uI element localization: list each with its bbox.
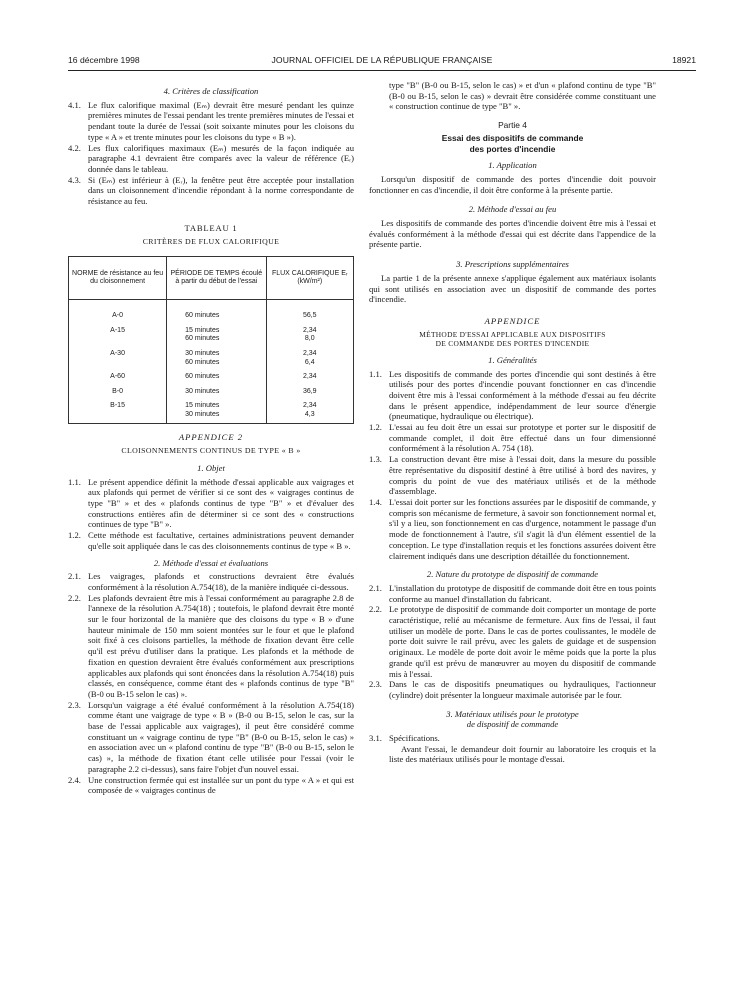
- list-item: 3.1. Spécifications.: [369, 733, 440, 744]
- appendix-2-title: APPENDICE 2: [178, 432, 244, 443]
- list-item: 2.1. L'installation du prototype de dispositif de commande doit être en tous points conforme au manuel d'installation du fabricant.: [369, 582, 656, 604]
- list-item: 1.1. Le présent appendice définit la méthode d'essai applicable aux vaigrages et aux plafonds qui permet de vérifier si ce sont des « vaigrages continus de type "B" » et des « plafonds continus de type "B" » et d'évaluer des constructions entières afin de déterminer si ce sont des « constructions continues de type "B" ».: [68, 476, 354, 530]
- left-column: [68, 80, 354, 796]
- section-4-title: 4. Critères de classification: [163, 86, 259, 96]
- materiaux-text: Avant l'essai, le demandeur doit fournir au laboratoire les croquis et la liste des matériaux utilisés pour le montage d'essai.: [389, 743, 656, 765]
- table-title: TABLEAU 1: [184, 222, 238, 233]
- periode-column: 60 minutes 15 minutes 60 minutes 30 minutes 60 minutes 60 minutes 30 minutes 15 minutes 30 minutes: [167, 300, 266, 424]
- list-item: 2.2. Le prototype de dispositif de commande doit comporter un montage de porte caractéristique, relié au mécanisme de fermeture. Aux fins de l'essai, il faut utiliser un modèle de porte. Dans le cas de portes coulissantes, le modèle de porte doit suivre le rail prévu, avec les galets de guidage et de suspension originaux. Le modèle de porte doit avoir le même poids que la porte la plus grande qu'il est prévu de manœuvrer au moyen du dispositif de commande mis à l'essai.: [369, 604, 656, 679]
- list-item: 2.4. Une construction fermée qui est installée sur un pont du type « A » et qui est composée de « vaigrages continus de: [68, 774, 354, 796]
- list-item: 4.3. Si (Eₘ) est inférieur à (Eᵣ), la fenêtre peut être acceptée pour installation dans un cloisonnement d'incendie répondant à la norme correspondante de résistance au feu.: [68, 174, 354, 207]
- heat-flux-table: [68, 256, 354, 424]
- nature-list: [369, 583, 656, 701]
- table-header-norme: NORME de résistance au feu du cloisonnement: [69, 257, 167, 300]
- prescriptions-text: La partie 1 de la présente annexe s'applique également aux matériaux isolants qui sont utilisés en association avec un dispositif de commande des portes d'incendie.: [369, 272, 656, 305]
- list-item: 2.2. Les plafonds devraient être mis à l'essai conformément au paragraphe 2.8 de l'annexe de la résolution A.754(18) ; toutefois, le plafond devrait être monté sur le four horizontal de la manière que des cloisons du type « B » d'une hauteur minimale de 150 mm soient montées sur le four et que le plafond soit fixé à ces cloisons partielles, la méthode de fixation devant être celle qu'il est prévu d'utiliser dans la pratique. Les plafonds et la méthode de fixation en question devraient être évalués conformément aux prescriptions applicables aux plafonds qui sont énoncées dans la résolution A.754(18) puis classés, en conséquence, comme étant des « plafonds continus de type "B" (B-0 ou B-15 selon le cas) ».: [68, 592, 354, 699]
- page-header: [68, 55, 696, 69]
- methode-title: 2. Méthode d'essai et évaluations: [153, 557, 269, 568]
- nature-title: 2. Nature du prototype de dispositif de commande: [426, 569, 599, 580]
- generalites-list: [369, 369, 656, 562]
- flux-column: 56,5 2,34 8,0 2,34 6,4 2,34 36,9 2,34 4,3: [266, 300, 353, 424]
- list-item: 2.3. Dans le cas de dispositifs pneumatiques ou hydrauliques, l'actionneur (cylindre) doit présenter la longueur maximale autorisée par le four.: [369, 679, 656, 700]
- table-row: [69, 300, 354, 424]
- generalites-title: 1. Généralités: [488, 354, 537, 365]
- header-journal-title: JOURNAL OFFICIEL DE LA RÉPUBLIQUE FRANÇAISE: [271, 55, 493, 65]
- list-item: 4.2. Les flux calorifiques maximaux (Eₘ) mesurés de la façon indiquée au paragraphe 4.1 devraient être comparés avec la valeur de référence (Eᵣ) donnée dans le tableau.: [68, 142, 354, 174]
- norme-column: A-0 A-15 A-30 A-60 B-0 B-15: [69, 300, 167, 424]
- methode-list: [68, 571, 354, 796]
- table-header-flux: FLUX CALORIFIQUE Eᵣ (kW/m²): [266, 257, 353, 300]
- appendix-2-subtitle: CLOISONNEMENTS CONTINUS DE TYPE « B »: [121, 446, 301, 456]
- methode-feu-title: 2. Méthode d'essai au feu: [468, 204, 557, 215]
- appendice-subtitle: MÉTHODE D'ESSAI APPLICABLE AUX DISPOSITIFS DE COMMANDE DES PORTES D'INCENDIE: [419, 329, 606, 349]
- list-item: 2.3. Lorsqu'un vaigrage a été évalué conformément à la résolution A.754(18) comme étant une vaigrage de type « B » (B-0 ou B-15, selon le cas, sur la base de l'essai applicable aux vaigrages), il peut être considéré comme constituant un « vaigrage continu de type "B" (B-0 ou B-15, selon le cas) » en association avec un « plafond continu de type "B" (B-0 ou B-15, selon le cas) », la méthode de fixation étant celle utilisée pour l'essai (voir le paragraphe 2.2 ci-dessus), sans faire l'objet d'un nouvel essai.: [68, 699, 354, 774]
- header-page-number: 18921: [672, 55, 696, 65]
- section-4-list: [68, 100, 354, 207]
- partie-subtitle: Essai des dispositifs de commande des portes d'incendie: [441, 132, 584, 154]
- right-column: [369, 80, 656, 765]
- prescriptions-title: 3. Prescriptions supplémentaires: [456, 259, 569, 270]
- list-item: 1.3. La construction devant être mise à l'essai doit, dans la mesure du possible être représentative du dispositif destiné à être utilisé à bord des navires, y compris du point de vue des matériaux utilisés et de la méthode d'assemblage.: [369, 454, 656, 497]
- objet-title: 1. Objet: [197, 462, 225, 473]
- list-item: 1.2. Cette méthode est facultative, certaines administrations peuvent demander qu'elle soit appliquée dans le cas des cloisonnements continus de type « B ».: [68, 530, 354, 551]
- methode-feu-text: Les dispositifs de commande des portes d'incendie doivent être mis à l'essai et évalués conformément à la méthode d'essai qui est décrite dans l'appendice de la présente partie.: [369, 218, 656, 250]
- partie-title: Partie 4: [498, 120, 527, 131]
- materiaux-title: 3. Matériaux utilisés pour le prototype de dispositif de commande: [446, 708, 579, 730]
- list-item: 1.1. Les dispositifs de commande des portes d'incendie qui sont destinés à être utilisés pour des portes d'incendie pouvant fonctionner en cas d'incendie doivent être mis à l'essai conformément à la méthode d'essai au feu décrite dans le présent appendice, indépendamment de leur source d'énergie (pneumatique, hydraulique ou électrique).: [369, 368, 656, 422]
- header-rule: [68, 70, 696, 71]
- table-subtitle: CRITÈRES DE FLUX CALORIFIQUE: [142, 237, 280, 247]
- objet-list: [68, 477, 354, 552]
- application-text: Lorsqu'un dispositif de commande des portes d'incendie doit pouvoir fonctionner en cas d'incendie, il doit être conforme à la présente partie.: [369, 173, 656, 195]
- list-item: 4.1. Le flux calorifique maximal (Eₘ) devrait être mesuré pendant les quinze premières minutes de l'essai pendant les trente premières minutes de l'essai et pendant toute la durée de l'essai (soit soixante minutes pour les cloisons du type « A » et trente minutes pour les cloisons du type « B »).: [68, 99, 354, 142]
- application-title: 1. Application: [488, 160, 537, 171]
- continuation-text: type "B" (B-0 ou B-15, selon le cas) » et d'un « plafond continu de type "B" (B-0 ou B-15, selon le cas) » devrait être considérée comme constituant une « construction continue de type "B" ».: [389, 80, 656, 112]
- table-header-periode: PÉRIODE DE TEMPS écoulé à partir du début de l'essai: [167, 257, 266, 300]
- list-item: 1.4. L'essai doit porter sur les fonctions assurées par le dispositif de commande, y compris son mécanisme de fermeture, à savoir son fonctionnement normal et, s'il y a lieu, son fonctionnement en cas d'urgence, notamment le passage d'un mode de fonctionnement à l'autre, s'il s'agit là d'un élément essentiel de la conception. Le type d'installation requis et les fonctions assurées doivent être clairement indiqués dans une description détaillée du fonctionnement.: [369, 496, 656, 561]
- appendice-title: APPENDICE: [484, 315, 541, 326]
- list-item: 2.1. Les vaigrages, plafonds et constructions devraient être évalués conformément à la résolution A.754(18), de la manière indiquée ci-dessous.: [68, 571, 354, 592]
- list-item: 1.2. L'essai au feu doit être un essai sur prototype et porter sur le dispositif de commande complet, il doit être effectué dans un four dimensionné conformément à la résolution A. 754 (18).: [369, 422, 656, 454]
- header-date: 16 décembre 1998: [68, 55, 140, 65]
